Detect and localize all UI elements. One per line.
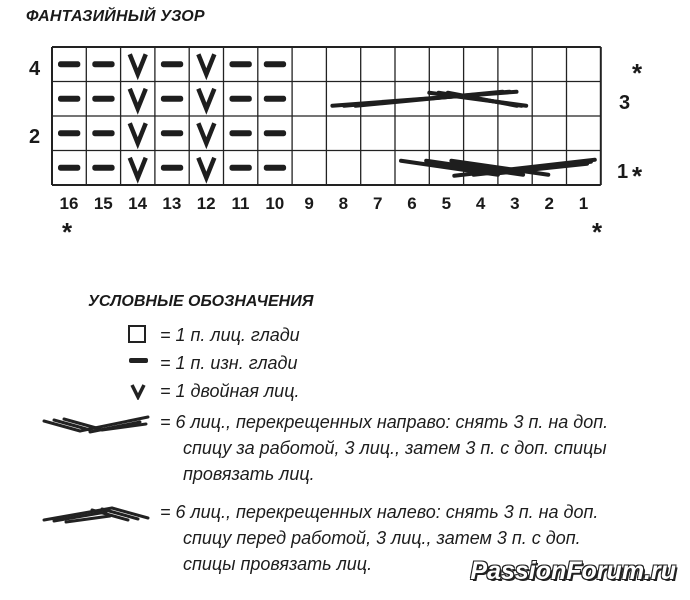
double-knit-stitch <box>198 54 214 74</box>
row-label-3: 3 <box>619 92 631 114</box>
column-number: 3 <box>510 194 520 213</box>
column-number: 5 <box>441 194 452 213</box>
column-number: 7 <box>372 194 383 213</box>
purl-stitch <box>161 96 183 102</box>
purl-stitch <box>230 130 252 136</box>
purl-stitch <box>264 130 286 136</box>
purl-stitch <box>230 61 252 67</box>
column-number: 8 <box>338 194 349 213</box>
column-number: 12 <box>196 194 216 213</box>
double-knit-stitch <box>130 89 146 109</box>
legend-line: спицу перед работой, 3 лиц., затем 3 п. с доп. <box>183 528 581 548</box>
purl-stitch <box>161 165 183 171</box>
purl-stitch <box>92 130 114 136</box>
v-icon <box>130 382 146 400</box>
row-label-1: 1 <box>617 161 629 183</box>
purl-stitch <box>92 165 114 171</box>
repeat-star-col16: * <box>62 217 73 247</box>
double-knit-stitch <box>130 54 146 74</box>
legend-title: УСЛОВНЫЕ ОБОЗНАЧЕНИЯ <box>88 293 314 310</box>
legend-line: спицы провязать лиц. <box>183 554 373 574</box>
cross-left-icon <box>40 502 152 526</box>
column-number: 15 <box>93 194 113 213</box>
column-number: 1 <box>578 194 589 213</box>
column-number: 14 <box>128 194 148 213</box>
column-number: 9 <box>304 194 314 213</box>
legend-item-cross-right <box>160 409 608 487</box>
column-number: 11 <box>231 194 250 213</box>
purl-stitch <box>58 165 80 171</box>
watermark: PassionForum.ru <box>470 557 676 585</box>
chart-title: ФАНТАЗИЙНЫЙ УЗОР <box>26 8 205 25</box>
repeat-star-row1: * <box>632 161 643 191</box>
purl-stitch <box>264 61 286 67</box>
purl-stitch <box>264 96 286 102</box>
double-knit-stitch <box>130 123 146 143</box>
purl-stitch <box>161 130 183 136</box>
column-number: 6 <box>407 194 417 213</box>
double-knit-stitch <box>198 89 214 109</box>
column-number: 13 <box>162 194 182 213</box>
double-knit-stitch <box>198 123 214 143</box>
purl-stitch <box>58 96 80 102</box>
legend-line: = 1 двойная лиц. <box>160 381 300 401</box>
row-label-2: 2 <box>29 126 41 148</box>
legend-line: = 6 лиц., перекрещенных направо: снять 3 п. на доп. <box>160 412 609 432</box>
purl-stitch <box>230 96 252 102</box>
pattern-chart <box>0 0 690 260</box>
column-number: 10 <box>265 194 285 213</box>
legend-line: провязать лиц. <box>183 464 315 484</box>
column-number: 2 <box>544 194 554 213</box>
legend-line: = 1 п. лиц. глади <box>160 325 300 345</box>
purl-stitch <box>264 165 286 171</box>
purl-stitch <box>92 61 114 67</box>
cross-right-icon <box>40 412 152 436</box>
legend-line: = 1 п. изн. глади <box>160 353 298 373</box>
repeat-star-col1: * <box>592 217 603 247</box>
double-knit-stitch <box>130 158 146 178</box>
legend-item-double <box>160 378 299 404</box>
dash-icon <box>128 356 150 366</box>
legend-item-purl <box>160 350 298 376</box>
column-number: 16 <box>59 194 79 213</box>
empty-square-icon <box>128 325 146 343</box>
purl-stitch <box>58 130 80 136</box>
purl-stitch <box>92 96 114 102</box>
repeat-star-top-right: * <box>632 58 643 88</box>
purl-stitch <box>58 61 80 67</box>
double-knit-stitch <box>198 158 214 178</box>
legend-line: спицу за работой, 3 лиц., затем 3 п. с доп. спицы <box>183 438 607 458</box>
legend-line: = 6 лиц., перекрещенных налево: снять 3 п. на доп. <box>160 502 599 522</box>
row-label-4: 4 <box>29 58 41 80</box>
purl-stitch <box>230 165 252 171</box>
legend-item-knit <box>160 322 300 348</box>
column-number: 4 <box>475 194 486 213</box>
purl-stitch <box>161 61 183 67</box>
